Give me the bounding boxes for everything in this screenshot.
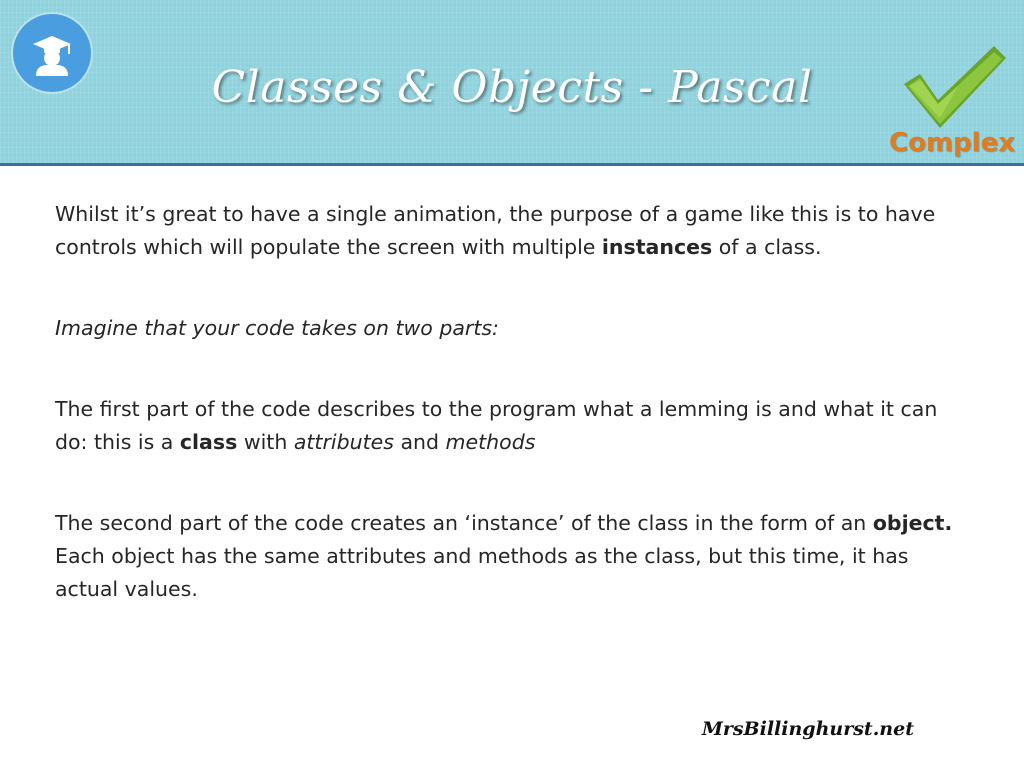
keyword-attributes: attributes [293,430,394,454]
header-divider [0,163,1024,166]
paragraph-1-tail: of a class. [712,235,822,259]
paragraph-3-text: The first part of the code describes to the program what a lemming is and what it can do: this is a [55,397,938,454]
keyword-class: class [179,430,238,454]
badge-label: Complex [889,128,1015,158]
paragraph-1-text: Whilst it’s great to have a single animation, the purpose of a game like this is to have controls which will populate the screen with multiple [55,202,936,259]
paragraph-4-text: The second part of the code creates an ‘instance’ of the class in the form of an [55,511,873,535]
complexity-badge [886,44,1016,162]
paragraph-4-tail: Each object has the same attributes and methods as the class, but this time, it has actual values. [55,544,909,601]
keyword-instances: instances [601,235,713,259]
paragraph-3 [55,393,955,459]
paragraph-4 [55,507,955,606]
paragraph-3-with: with [237,430,294,454]
slide-title: Classes & Objects - Pascal [211,62,813,113]
paragraph-3-and: and [393,430,446,454]
footer-credit: MrsBillinghurst.net [701,718,914,740]
paragraph-2: Imagine that your code takes on two parts: [55,316,499,340]
checkmark-icon [898,44,1010,136]
keyword-object: object. [872,511,953,535]
paragraph-1 [55,198,955,264]
keyword-methods: methods [445,430,536,454]
slide-body [55,198,955,654]
